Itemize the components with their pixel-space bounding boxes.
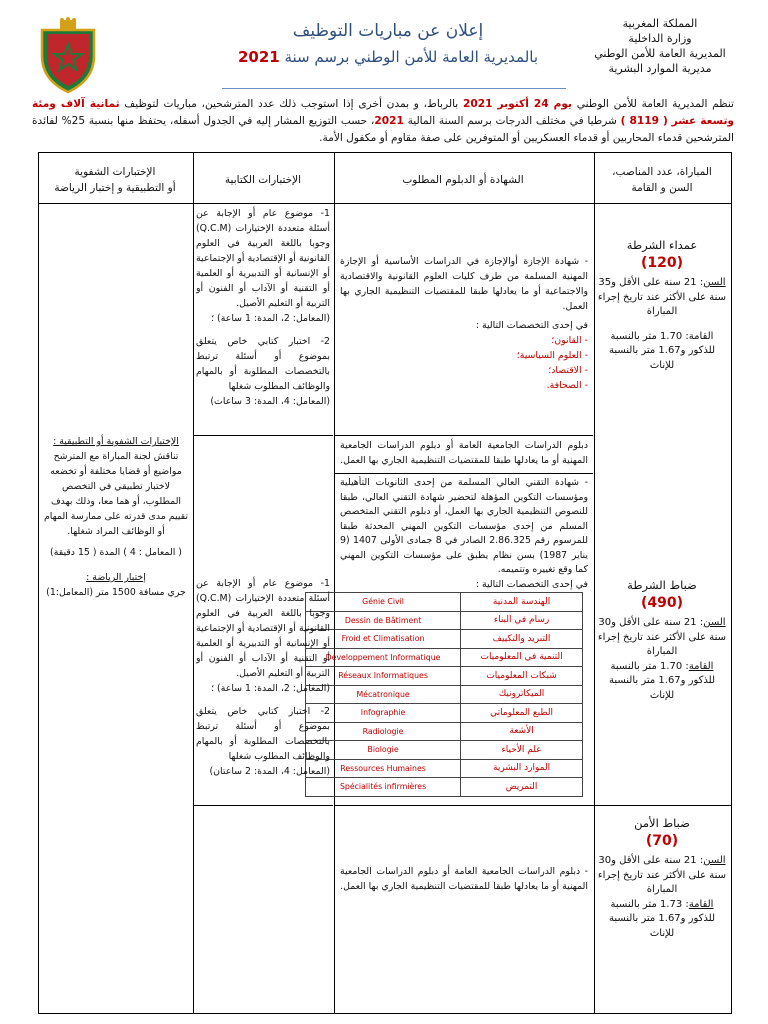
diploma-technician: - شهادة التقني العالي المسلمة من إحدى الثانويات التأهيلية ومؤسسات التكوين المؤهلة لتحضير شهادة التقني العالي، طبقا للنصوص التنظيمية الجاري بها العمل، أو دبلوم التقني المتخصص المسلم من إحدى مؤسسات التكوين المهني المحدثة طبقا للمرسوم رقم 2.86.325 الصادر في 8 جمادى الأولى 1407 (9 يناير 1987) بسن نظام يطبق على مؤسسات التكوين المهني كما وقع تغييره وتتميمه. في إحدى التخصصات التالية : — [340, 477, 588, 590]
specialty-arabic: التنمية في المعلوميات — [461, 648, 583, 667]
specialty-arabic: رسام في البناء — [461, 611, 583, 630]
title-block — [218, 18, 558, 70]
specialty-row — [306, 704, 583, 723]
org-line: وزارة الداخلية — [628, 32, 692, 45]
specialty-row — [306, 630, 583, 649]
specialty-row — [306, 667, 583, 686]
specialty-french: Dessin de Bâtiment — [306, 611, 461, 630]
page-subtitle: بالمديرية العامة للأمن الوطني برسم سنة 2021 — [237, 48, 539, 66]
organization-block — [590, 16, 730, 76]
specialty-arabic: التبريد والتكييف — [461, 630, 583, 649]
specialty-french: Réseaux Informatiques — [306, 667, 461, 686]
title-rule — [222, 88, 566, 89]
specialty-french: Spécialités infirmières — [306, 778, 461, 797]
specialty-french: Développement Informatique — [306, 648, 461, 667]
specialty-row — [306, 778, 583, 797]
specialty-french: Mécatronique — [306, 685, 461, 704]
specialty-arabic: الهندسة المدنية — [461, 593, 583, 612]
specialty-row — [306, 593, 583, 612]
written-exam-1: 1- موضوع عام أو الإجابة عن أسئلة متعددة الإختيارات (Q.C.M) وجوبا باللغة العربية في العلوم القانونية أو الإقتصادية أو الإجتماعية أو الإنسانية أو التدبيرية أو العلمية أو التقنية أو الآداب أو الفنون أو التربية أو التعليم الأصيل. (المعامل: 2، المدة: 1 ساعة) ؛ 2- اختبار كتابي خاص يتعلق بموضوع أو أسئلة ترتبط بالتخصصات المطلوبة أو بالمهام والوظائف المطلوب شغلها (المعامل: 4، المدة: 3 ساعات) — [196, 208, 330, 407]
divider — [334, 473, 593, 474]
budget-year: 2021 — [374, 115, 404, 127]
specialty-row — [306, 685, 583, 704]
specialty-row — [306, 722, 583, 741]
specialty-arabic: التمريض — [461, 778, 583, 797]
specialties-table — [305, 592, 583, 797]
specialty-arabic: الطبع المعلوماتي — [461, 704, 583, 723]
specialty-french: Ressources Humaines — [306, 759, 461, 778]
org-line: المملكة المغربية — [622, 17, 698, 30]
position-commissioners: عمداء الشرطة (120) السن: 21 سنة على الأقل و35 سنة على الأكثر عند تاريخ إجراء المباراة القامة: 1.70 متر بالنسبة للذكور و1.67 متر بالنسبة للإناث — [597, 238, 727, 371]
specialty-arabic: شبكات المعلوميات — [461, 667, 583, 686]
diploma-licence: - شهادة الإجازة أوالإجازة في الدراسات الأساسية أو الإجازة المهنية المسلمة من طرف كليات العلوم القانونية والاقتصادية والاجتماعية أو ما يعادلها طبقا للمقتضيات التنظيمية الجاري بها العمل. في إحدى التخصصات التالية : - القانون؛ - العلوم السياسية؛ - الاقتصاد؛ - الصحافة. — [340, 256, 588, 391]
specialty-french: Infographie — [306, 704, 461, 723]
divider — [193, 153, 194, 1013]
header-written: الإختبارات الكتابية — [224, 174, 302, 186]
divider — [194, 805, 333, 806]
specialty-row — [306, 648, 583, 667]
posts-count-number: ( 8119 ) — [620, 115, 668, 127]
specialty-arabic: الموارد البشرية — [461, 759, 583, 778]
divider — [334, 153, 335, 1013]
specialty-arabic: علم الأحياء — [461, 741, 583, 760]
divider — [334, 435, 593, 436]
specialty-french: Biologie — [306, 741, 461, 760]
divider — [335, 805, 731, 806]
specialty-row — [306, 611, 583, 630]
position-count: (70) — [645, 832, 679, 849]
header-diploma: الشهادة أو الدبلوم المطلوب — [402, 174, 524, 186]
specialty-arabic: الميكاترونيك — [461, 685, 583, 704]
header-position: المباراة، عدد المناصب، السن و القامة — [612, 166, 712, 194]
page-title: إعلان عن مباريات التوظيف — [292, 21, 484, 41]
header-oral: الإختبارات الشفوية أو التطبيقية و إختبار الرياضة — [54, 166, 176, 194]
exam-date: يوم 24 أكتوبر 2021 — [462, 98, 573, 110]
specialty-arabic: الأشعة — [461, 722, 583, 741]
divider — [594, 153, 595, 1013]
intro-paragraph: تنظم المديرية العامة للأمن الوطني يوم 24 أكتوبر 2021 بالرباط، و بمدن أخرى إذا استوجب ذلك عدد المترشحين، مباريات لتوظيف ثمانية آلاف ومئة وتسعة عشر ( 8119 ) شرطيا في مختلف الدرجات برسم السنة المالية 2021، حسب التوزيع المشار إليه في الجدول أسفله، يحتفظ منها بنسبة 25% لفائدة المترشحين قدماء المحاربين أو قدماء العسكريين أو المتوفرين على صفة مقاوم أو مكفول الأمة. — [32, 98, 735, 144]
title-year: 2021 — [237, 48, 280, 66]
specialty-french: Froid et Climatisation — [306, 630, 461, 649]
diploma-deug-security: - دبلوم الدراسات الجامعية العامة أو دبلوم الدراسات الجامعية المهنية أو ما يعادلها طبقا للمقتضيات التنظيمية الجاري بها العمل. — [340, 866, 588, 892]
divider — [39, 203, 731, 204]
position-count: (120) — [640, 254, 684, 271]
divider — [194, 435, 333, 436]
org-line: المديرية العامة للأمن الوطني — [594, 47, 726, 60]
header — [0, 6, 768, 100]
position-security-officers: ضباط الأمن (70) السن: 21 سنة على الأقل و30 سنة على الأكثر عند تاريخ إجراء المباراة القامة: 1.73 متر بالنسبة للذكور و1.67 متر بالنسبة للإناث — [597, 816, 727, 939]
org-line: مديرية الموارد البشرية — [608, 62, 712, 75]
specialty-row — [306, 741, 583, 760]
specialty-french: Radiologie — [306, 722, 461, 741]
specialty-row — [306, 759, 583, 778]
position-police-officers: ضباط الشرطة (490) السن: 21 سنة على الأقل و30 سنة على الأكثر عند تاريخ إجراء المباراة القامة: 1.70 متر بالنسبة للذكور و1.67 متر بالنسبة للإناث — [597, 578, 727, 701]
oral-exam: الإختبارات الشفوية أو التطبيقية : تناقش لجنة المباراة مع المترشح مواضيع أو قضايا مختلفة أو تخضعه لاختبار تطبيقي في التخصص المطلوب، أو هما معا، وذلك بهدف تقييم مدى قدرته على ممارسة المهام أو الوظائف المراد شغلها. ( المعامل : 4 ) المدة ( 15 دقيقة) إختبار الرياضة : جري مسافة 1500 متر (المعامل:1) — [43, 436, 189, 598]
posts-count-words: ثمانية آلاف ومئة وتسعة عشر — [32, 98, 735, 127]
position-count: (490) — [640, 594, 684, 611]
specialty-french: Génie Civil — [306, 593, 461, 612]
written-exam-2: 1- موضوع عام أو الإجابة عن أسئلة متعددة الإختيارات (Q.C.M) وجوبا باللغة العربية في العلوم القانونية أو الإقتصادية أو الإجتماعية أو الإنسانية أو التدبيرية أو العلمية أو التقنية أو الآداب أو الفنون أو التربية أو التعليم الأصيل. (المعامل: 2، المدة: 1 ساعة) ؛ 2- اختبار كتابي خاص يتعلق بموضوع أو أسئلة ترتبط بالتخصصات المطلوبة أو بالمهام والوظائف المطلوب شغلها (المعامل: 4، المدة: 2 ساعتان) — [196, 578, 330, 777]
diploma-deug: دبلوم الدراسات الجامعية العامة أو دبلوم الدراسات الجامعية المهنية أو ما يعادلها طبقا للمقتضيات التنظيمية الجاري بها العمل. — [340, 440, 588, 466]
police-emblem-icon — [28, 16, 108, 96]
